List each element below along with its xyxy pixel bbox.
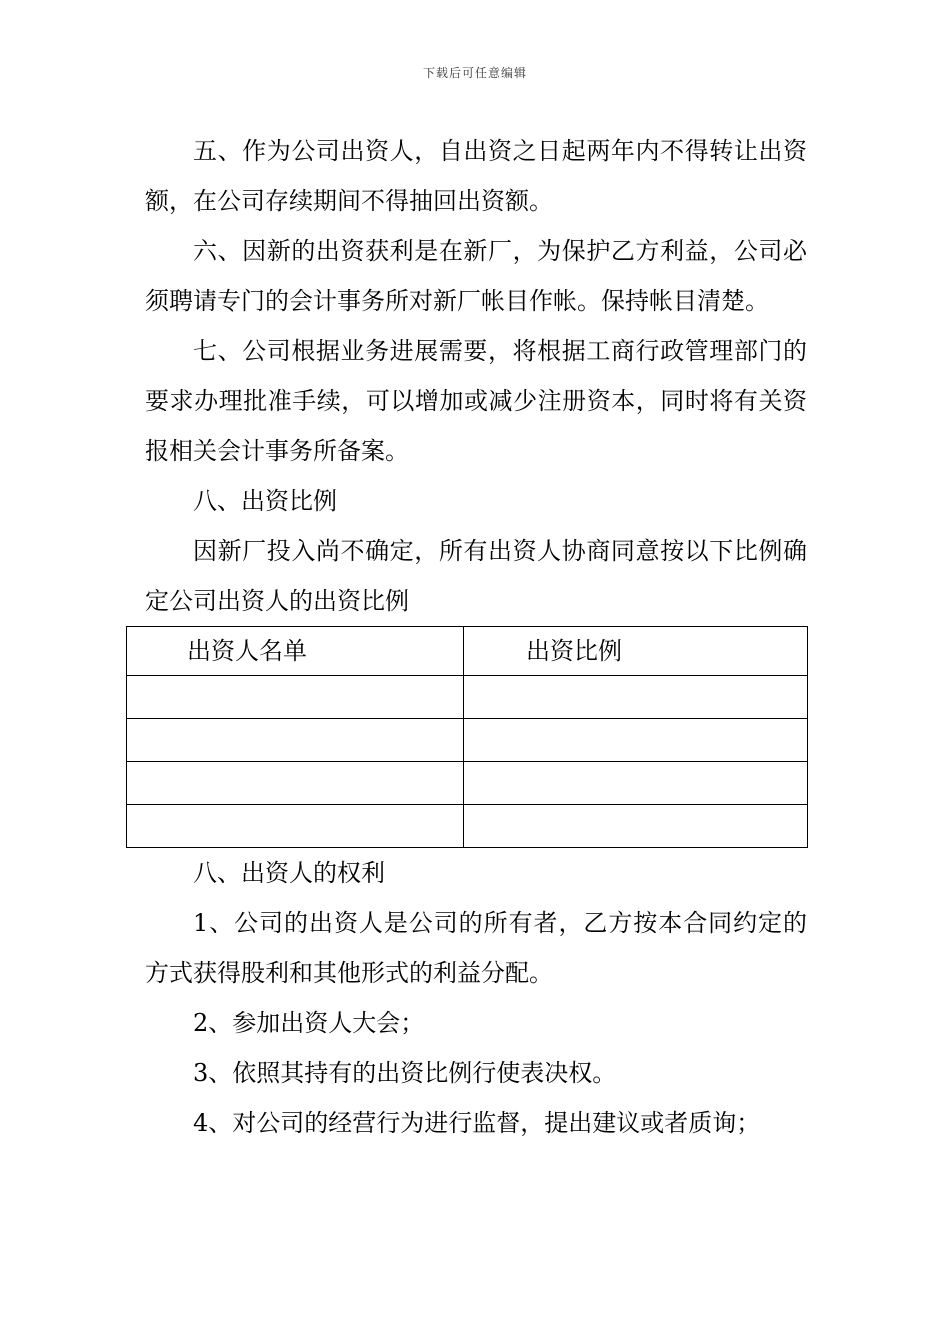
paragraph-ratio-intro: 因新厂投入尚不确定，所有出资人协商同意按以下比例确定公司出资人的出资比例 bbox=[145, 537, 807, 615]
table-cell-investor bbox=[127, 719, 464, 762]
table-header-row bbox=[127, 627, 808, 676]
paragraph-right-4: 4、对公司的经营行为进行监督，提出建议或者质询； bbox=[193, 1109, 761, 1137]
table-cell-ratio bbox=[464, 676, 808, 719]
paragraph-clause-5: 五、作为公司出资人，自出资之日起两年内不得转让出资额，在公司存续期间不得抽回出资额。 bbox=[145, 137, 807, 215]
section-heading-capital-ratio: 八、出资比例 bbox=[193, 487, 337, 515]
paragraph-right-2: 2、参加出资人大会； bbox=[193, 1009, 425, 1037]
table-row bbox=[127, 762, 808, 805]
table-cell-investor bbox=[127, 676, 464, 719]
table-row bbox=[127, 719, 808, 762]
header-investor-list: 出资人名单 bbox=[127, 627, 464, 676]
table-cell-investor bbox=[127, 805, 464, 848]
header-capital-ratio: 出资比例 bbox=[464, 627, 808, 676]
table-cell-ratio bbox=[464, 719, 808, 762]
table-cell-ratio bbox=[464, 805, 808, 848]
table-cell-ratio bbox=[464, 762, 808, 805]
page-header-note: 下载后可任意编辑 bbox=[422, 66, 527, 80]
document-body bbox=[145, 126, 807, 1148]
table-cell-investor bbox=[127, 762, 464, 805]
paragraph-right-1: 1、公司的出资人是公司的所有者，乙方按本合同约定的方式获得股利和其他形式的利益分配。 bbox=[145, 909, 807, 987]
table-row bbox=[127, 805, 808, 848]
section-heading-investor-rights: 八、出资人的权利 bbox=[193, 859, 385, 887]
paragraph-right-3: 3、依照其持有的出资比例行使表决权。 bbox=[193, 1059, 617, 1087]
capital-ratio-table bbox=[126, 626, 808, 848]
paragraph-clause-7: 七、公司根据业务进展需要，将根据工商行政管理部门的要求办理批准手续，可以增加或减少注册资本，同时将有关资报相关会计事务所备案。 bbox=[145, 337, 807, 465]
paragraph-clause-6: 六、因新的出资获利是在新厂，为保护乙方利益，公司必须聘请专门的会计事务所对新厂帐目作帐。保持帐目清楚。 bbox=[145, 237, 807, 315]
table-row bbox=[127, 676, 808, 719]
